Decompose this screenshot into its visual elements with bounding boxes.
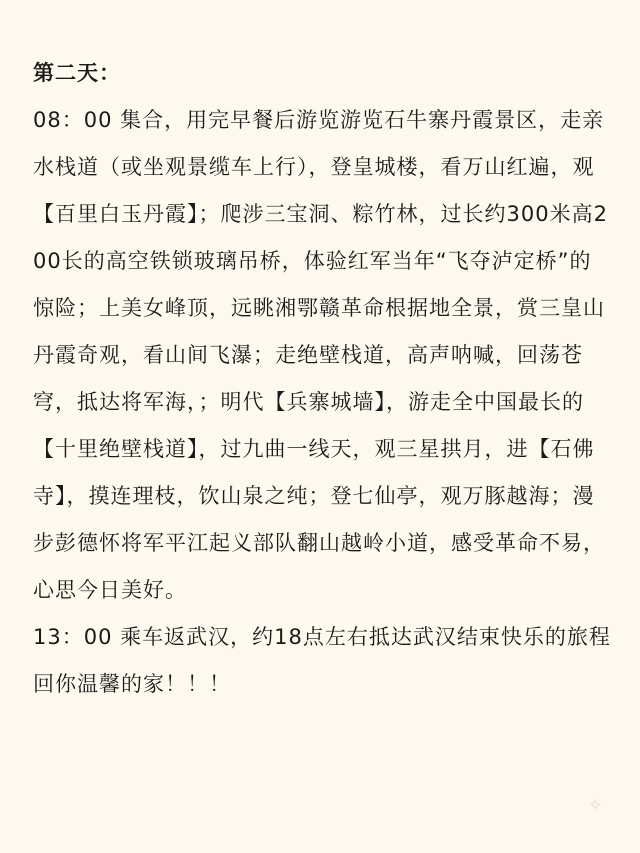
day-title: 第二天： [33, 61, 121, 85]
schedule-afternoon-paragraph: 13：00 乘车返武汉，约18点左右抵达武汉结束快乐的旅程回你温馨的家！！！ [33, 625, 611, 696]
schedule-morning-paragraph: 08：00 集合，用完早餐后游览游览石牛寨丹霞景区，走亲水栈道（或坐观景缆车上行），登皇城楼，看万山红遍，观【百里白玉丹霞】；爬涉三宝洞、粽竹林，过长约300米高200长的高空铁锁玻璃吊桥，体验红军当年“飞夺泸定桥”的惊险；上美女峰顶，远眺湘鄂赣革命根据地全景，赏三皇山丹霞奇观，看山间飞瀑；走绝壁栈道，高声呐喊，回荡苍穹，抵达将军海，；明代【兵寨城墙】，游走全中国最长的【十里绝壁栈道】，过九曲一线天，观三星拱月，进【石佛寺】，摸连理枝，饮山泉之纯；登七仙亭，观万豚越海；漫步彭德怀将军平江起义部队翻山越岭小道，感受革命不易，心思今日美好。 [33, 108, 608, 602]
watermark-icon: ✧ [587, 795, 603, 816]
itinerary-document [33, 50, 613, 708]
